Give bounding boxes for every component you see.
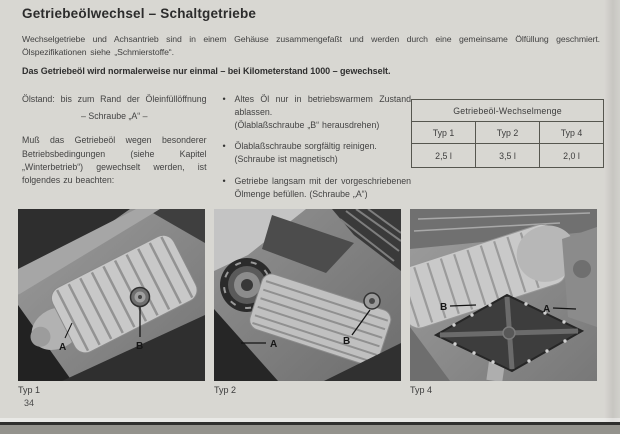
oil-quantity-table-wrap: [411, 93, 604, 209]
scan-edge-shadow-right: [604, 0, 620, 434]
table-header-typ4: Typ 4: [540, 122, 604, 144]
table-header-typ2: Typ 2: [476, 122, 540, 144]
table-value-typ4: 2,0 l: [540, 144, 604, 168]
figure-typ4: [410, 209, 597, 395]
photo-row: [18, 209, 597, 395]
table-title: Getriebeöl-Wechselmenge: [412, 100, 604, 122]
scan-edge-shadow-bottom: [0, 422, 620, 434]
filler-plug-label-a: A: [59, 342, 67, 353]
page-title: Getriebeölwechsel – Schaltgetriebe: [22, 6, 257, 21]
winter-paragraph: Muß das Getriebeöl wegen besonderer Betriebsbedingungen (siehe Kapitel „Winterbetrieb“) gewechselt werden, ist folgendes zu beachten:: [22, 135, 207, 185]
table-value-typ1: 2,5 l: [412, 144, 476, 168]
table-value-typ2: 3,5 l: [476, 144, 540, 168]
transmission-photo-typ4: [410, 209, 597, 381]
drain-plug-label-b: B: [440, 302, 448, 313]
intro-line-1: Wechselgetriebe und Achsantrieb sind in einem Gehäuse zusammengefaßt und werden durch eine gemeinsame Ölfüllung geschmiert.: [22, 34, 600, 44]
bullet-text: Ölablaßschraube sorgfältig reinigen.: [234, 141, 377, 152]
filler-plug-label-a: A: [270, 339, 278, 350]
bullet-list: [223, 93, 411, 209]
figure-typ2: [214, 209, 401, 395]
bullet-note: (Ölablaßschraube „B“ herausdrehen): [234, 119, 380, 130]
photo-caption: Typ 1: [18, 385, 41, 395]
figure-typ1: [18, 209, 205, 395]
drain-plug-label-b: B: [343, 336, 351, 347]
bullet-note: (Schraube ist magnetisch): [234, 154, 338, 164]
intro-paragraph: [22, 33, 600, 58]
photo-caption: Typ 2: [214, 385, 237, 395]
bullet-icon: [223, 140, 235, 166]
list-item: [223, 93, 411, 131]
bullet-icon: [223, 175, 235, 201]
bullet-icon: [223, 93, 235, 131]
intro-line-2: Ölspezifikationen siehe „Schmierstoffe“.: [22, 46, 174, 57]
page-number: 34: [24, 398, 35, 408]
list-item: [223, 175, 411, 201]
oil-quantity-table: [411, 99, 604, 168]
bullet-text: Altes Öl nur in betriebswarmem Zustand ablassen.: [234, 94, 411, 117]
transmission-photo-typ2: [214, 209, 401, 381]
left-column: [22, 93, 207, 209]
three-column-section: [22, 93, 604, 209]
table-header-typ1: Typ 1: [412, 122, 476, 144]
photo-caption: Typ 4: [410, 385, 433, 395]
oil-level-line: Ölstand: bis zum Rand der Öleinfüllöffnung: [22, 94, 207, 104]
filler-plug-label-a: A: [543, 304, 551, 315]
transmission-photo-typ1: [18, 209, 205, 381]
oil-change-note: Das Getriebeöl wird normalerweise nur einmal – bei Kilometerstand 1000 – gewechselt.: [22, 66, 391, 76]
list-item: [223, 140, 411, 166]
bullet-text: Getriebe langsam mit der vorgeschriebenen Ölmenge befüllen. (Schraube „A“): [234, 175, 411, 199]
screw-ref-line: – Schraube „A“ –: [81, 111, 148, 122]
drain-plug-label-b: B: [136, 341, 144, 352]
